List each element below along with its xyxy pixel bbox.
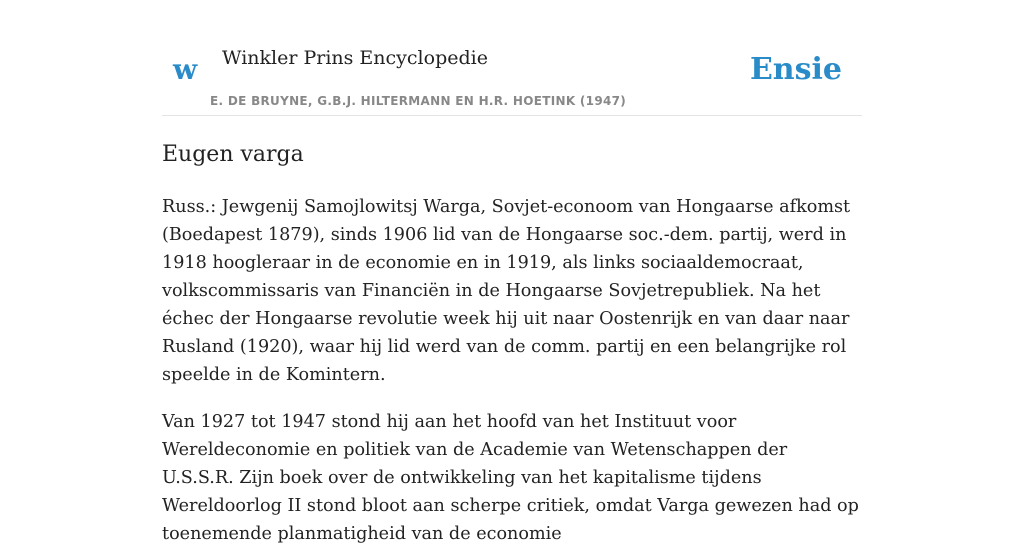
article-title: Eugen varga bbox=[162, 142, 304, 167]
winkler-prins-logo[interactable]: w bbox=[173, 53, 198, 86]
article-body bbox=[162, 193, 862, 548]
ensie-logo[interactable]: Ensie bbox=[749, 52, 842, 87]
authors-line: E. DE BRUYNE, G.B.J. HILTERMANN EN H.R. HOETINK (1947) bbox=[210, 94, 627, 108]
article-paragraph: Van 1927 tot 1947 stond hij aan het hoofd van het Instituut voor Wereldeconomie en politiek van de Academie van Wetenschappen der U.S.S.R. Zijn boek over de ontwikkeling van het kapitalisme tijdens Wereldoorlog II stond bloot aan scherpe critiek, omdat Varga gewezen had op toenemende planmatigheid van de economie bbox=[162, 412, 859, 544]
site-title[interactable]: Winkler Prins Encyclopedie bbox=[222, 47, 488, 69]
page bbox=[162, 0, 862, 548]
header bbox=[162, 0, 862, 116]
article-paragraph: Russ.: Jewgenij Samojlowitsj Warga, Sovjet-econoom van Hongaarse afkomst (Boedapest 1879), sinds 1906 lid van de Hongaarse soc.-dem. partij, werd in 1918 hoogleraar in de economie en in 1919, als links sociaaldemocraat, volkscommissaris van Financiën in de Hongaarse Sovjetrepubliek. Na het échec der Hongaarse revolutie week hij uit naar Oostenrijk en van daar naar Rusland (1920), waar hij lid werd van de comm. partij en een belangrijke rol speelde in de Komintern. bbox=[162, 197, 851, 385]
